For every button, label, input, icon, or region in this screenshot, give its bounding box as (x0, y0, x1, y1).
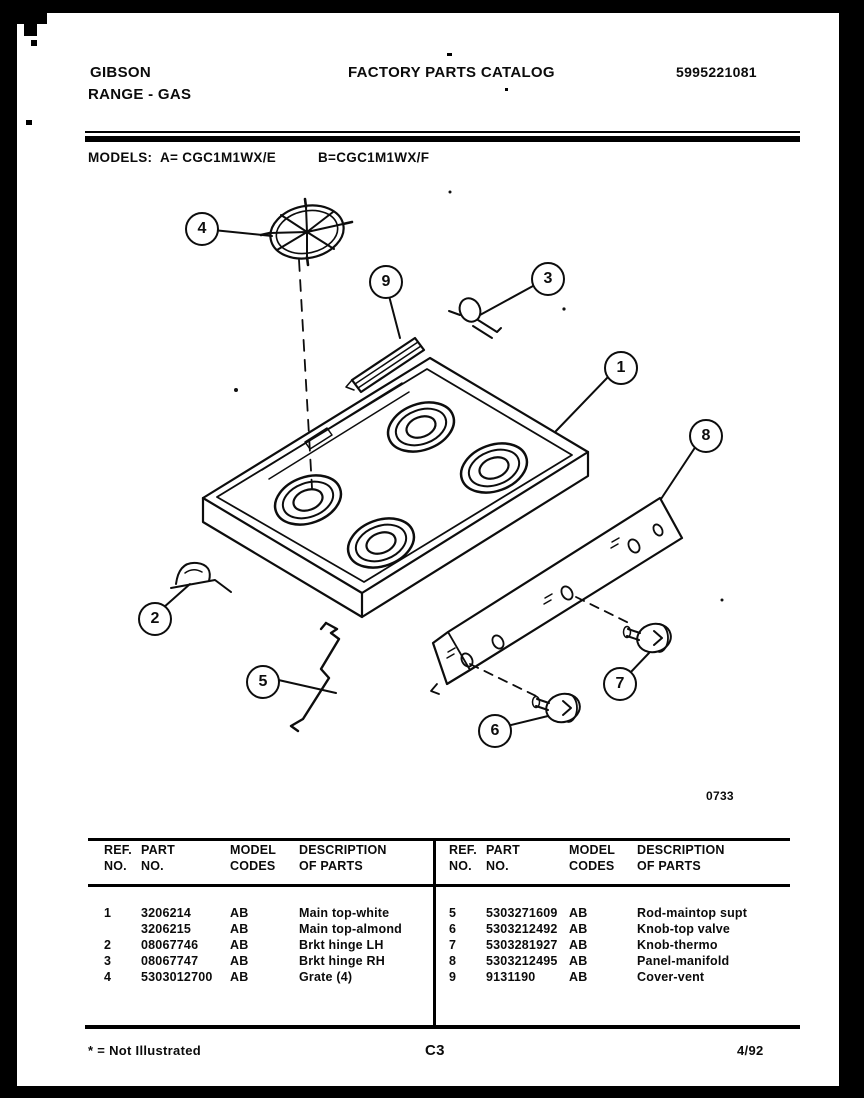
footer-note: * = Not Illustrated (88, 1043, 201, 1058)
cell-desc: Main top-white (299, 906, 390, 920)
cell-part: 3206214 (141, 906, 192, 920)
burner-opening (454, 435, 534, 501)
callout-9: 9 (369, 265, 403, 299)
scan-artifact (17, 13, 47, 24)
cell-ref: 4 (104, 970, 112, 984)
cell-codes: AB (230, 954, 249, 968)
callout-7: 7 (603, 667, 637, 701)
parts-table-left (104, 906, 426, 986)
support-rod-part (291, 623, 339, 731)
scan-artifact (505, 88, 508, 91)
cell-desc: Rod-maintop supt (637, 906, 748, 920)
col-header: MODEL (569, 843, 616, 857)
col-header: PART (486, 843, 520, 857)
col-header: CODES (569, 859, 615, 873)
col-header: OF PARTS (637, 859, 701, 873)
knob-part (533, 690, 584, 726)
col-header: REF. (104, 843, 132, 857)
col-header: NO. (141, 859, 164, 873)
callout-2: 2 (138, 602, 172, 636)
cell-codes: AB (569, 938, 588, 952)
header-rule-thin (85, 131, 800, 133)
cell-codes: AB (230, 906, 249, 920)
cell-desc: Cover-vent (637, 970, 705, 984)
cell-ref: 9 (449, 970, 457, 984)
cell-part: 5303281927 (486, 938, 558, 952)
knob-part (624, 620, 675, 656)
cell-codes: AB (230, 938, 249, 952)
cell-ref: 2 (104, 938, 112, 952)
page-code: C3 (425, 1042, 445, 1059)
col-header: DESCRIPTION (637, 843, 725, 857)
cell-desc: Panel-manifold (637, 954, 730, 968)
callout-6: 6 (478, 714, 512, 748)
col-header: CODES (230, 859, 276, 873)
cell-ref (104, 922, 141, 938)
footer-rule (85, 1025, 800, 1029)
cell-codes: AB (230, 922, 249, 936)
cell-ref: 8 (449, 954, 457, 968)
scan-border-bottom (0, 1086, 864, 1098)
callout-3: 3 (531, 262, 565, 296)
cell-ref: 1 (104, 906, 112, 920)
publication-number: 5995221081 (676, 64, 757, 80)
col-header: NO. (486, 859, 509, 873)
callout-8: 8 (689, 419, 723, 453)
header-rule-thick (85, 136, 800, 142)
cell-part: 08067746 (141, 938, 199, 952)
scan-artifact (26, 120, 32, 125)
models-label: MODELS: (88, 150, 153, 165)
cell-desc: Knob-top valve (637, 922, 731, 936)
table-divider (433, 838, 436, 1025)
figure-code: 0733 (706, 789, 734, 803)
callout-5: 5 (246, 665, 280, 699)
cell-part: 5303271609 (486, 906, 558, 920)
parts-table-right (449, 906, 784, 986)
cell-desc: Brkt hinge RH (299, 954, 385, 968)
col-header: OF PARTS (299, 859, 363, 873)
col-header: NO. (104, 859, 127, 873)
col-header: NO. (449, 859, 472, 873)
cell-codes: AB (569, 922, 588, 936)
hinge-bracket-part (171, 563, 231, 592)
callout-4: 4 (185, 212, 219, 246)
grate-part (261, 199, 352, 265)
cell-part: 9131190 (486, 970, 536, 984)
vent-cover-part (346, 338, 424, 392)
cell-desc: Brkt hinge LH (299, 938, 384, 952)
cell-desc: Main top-almond (299, 922, 402, 936)
table-header-rule (88, 884, 790, 887)
col-header: PART (141, 843, 175, 857)
scan-artifact (31, 40, 37, 46)
cell-part: 5303212492 (486, 922, 558, 936)
cell-part: 5303212495 (486, 954, 558, 968)
cell-part: 5303012700 (141, 970, 213, 984)
scan-artifact (24, 24, 37, 36)
cell-ref: 3 (104, 954, 112, 968)
cell-desc: Knob-thermo (637, 938, 718, 952)
revision-date: 4/92 (737, 1043, 764, 1058)
model-a: A= CGC1M1WX/E (160, 150, 277, 165)
table-top-rule (88, 838, 790, 841)
cell-codes: AB (569, 954, 588, 968)
burner-opening (341, 510, 421, 576)
parts-table-right-header (449, 843, 784, 875)
cell-ref: 5 (449, 906, 457, 920)
burner-opening (381, 394, 461, 460)
cell-part: 3206215 (141, 922, 192, 936)
col-header: MODEL (230, 843, 277, 857)
cell-part: 08067747 (141, 954, 199, 968)
scan-artifact (447, 53, 452, 56)
cell-codes: AB (569, 970, 588, 984)
burner-opening (268, 467, 348, 533)
cell-ref: 7 (449, 938, 457, 952)
scan-border-top (0, 0, 864, 13)
callout-leader-lines (163, 230, 696, 726)
header-brand: GIBSON (90, 64, 151, 81)
callout-1: 1 (604, 351, 638, 385)
col-header: DESCRIPTION (299, 843, 387, 857)
exploded-diagram (0, 180, 864, 820)
catalog-title: FACTORY PARTS CATALOG (348, 64, 555, 81)
parts-table-left-header (104, 843, 426, 875)
cell-ref: 6 (449, 922, 457, 936)
model-b: B=CGC1M1WX/F (318, 150, 430, 165)
cell-codes: AB (230, 970, 249, 984)
cell-codes: AB (569, 906, 588, 920)
hinge-clip-part (449, 295, 501, 338)
col-header: REF. (449, 843, 477, 857)
cell-desc: Grate (4) (299, 970, 353, 984)
header-product: RANGE - GAS (88, 86, 192, 103)
maintop-part (203, 358, 588, 617)
